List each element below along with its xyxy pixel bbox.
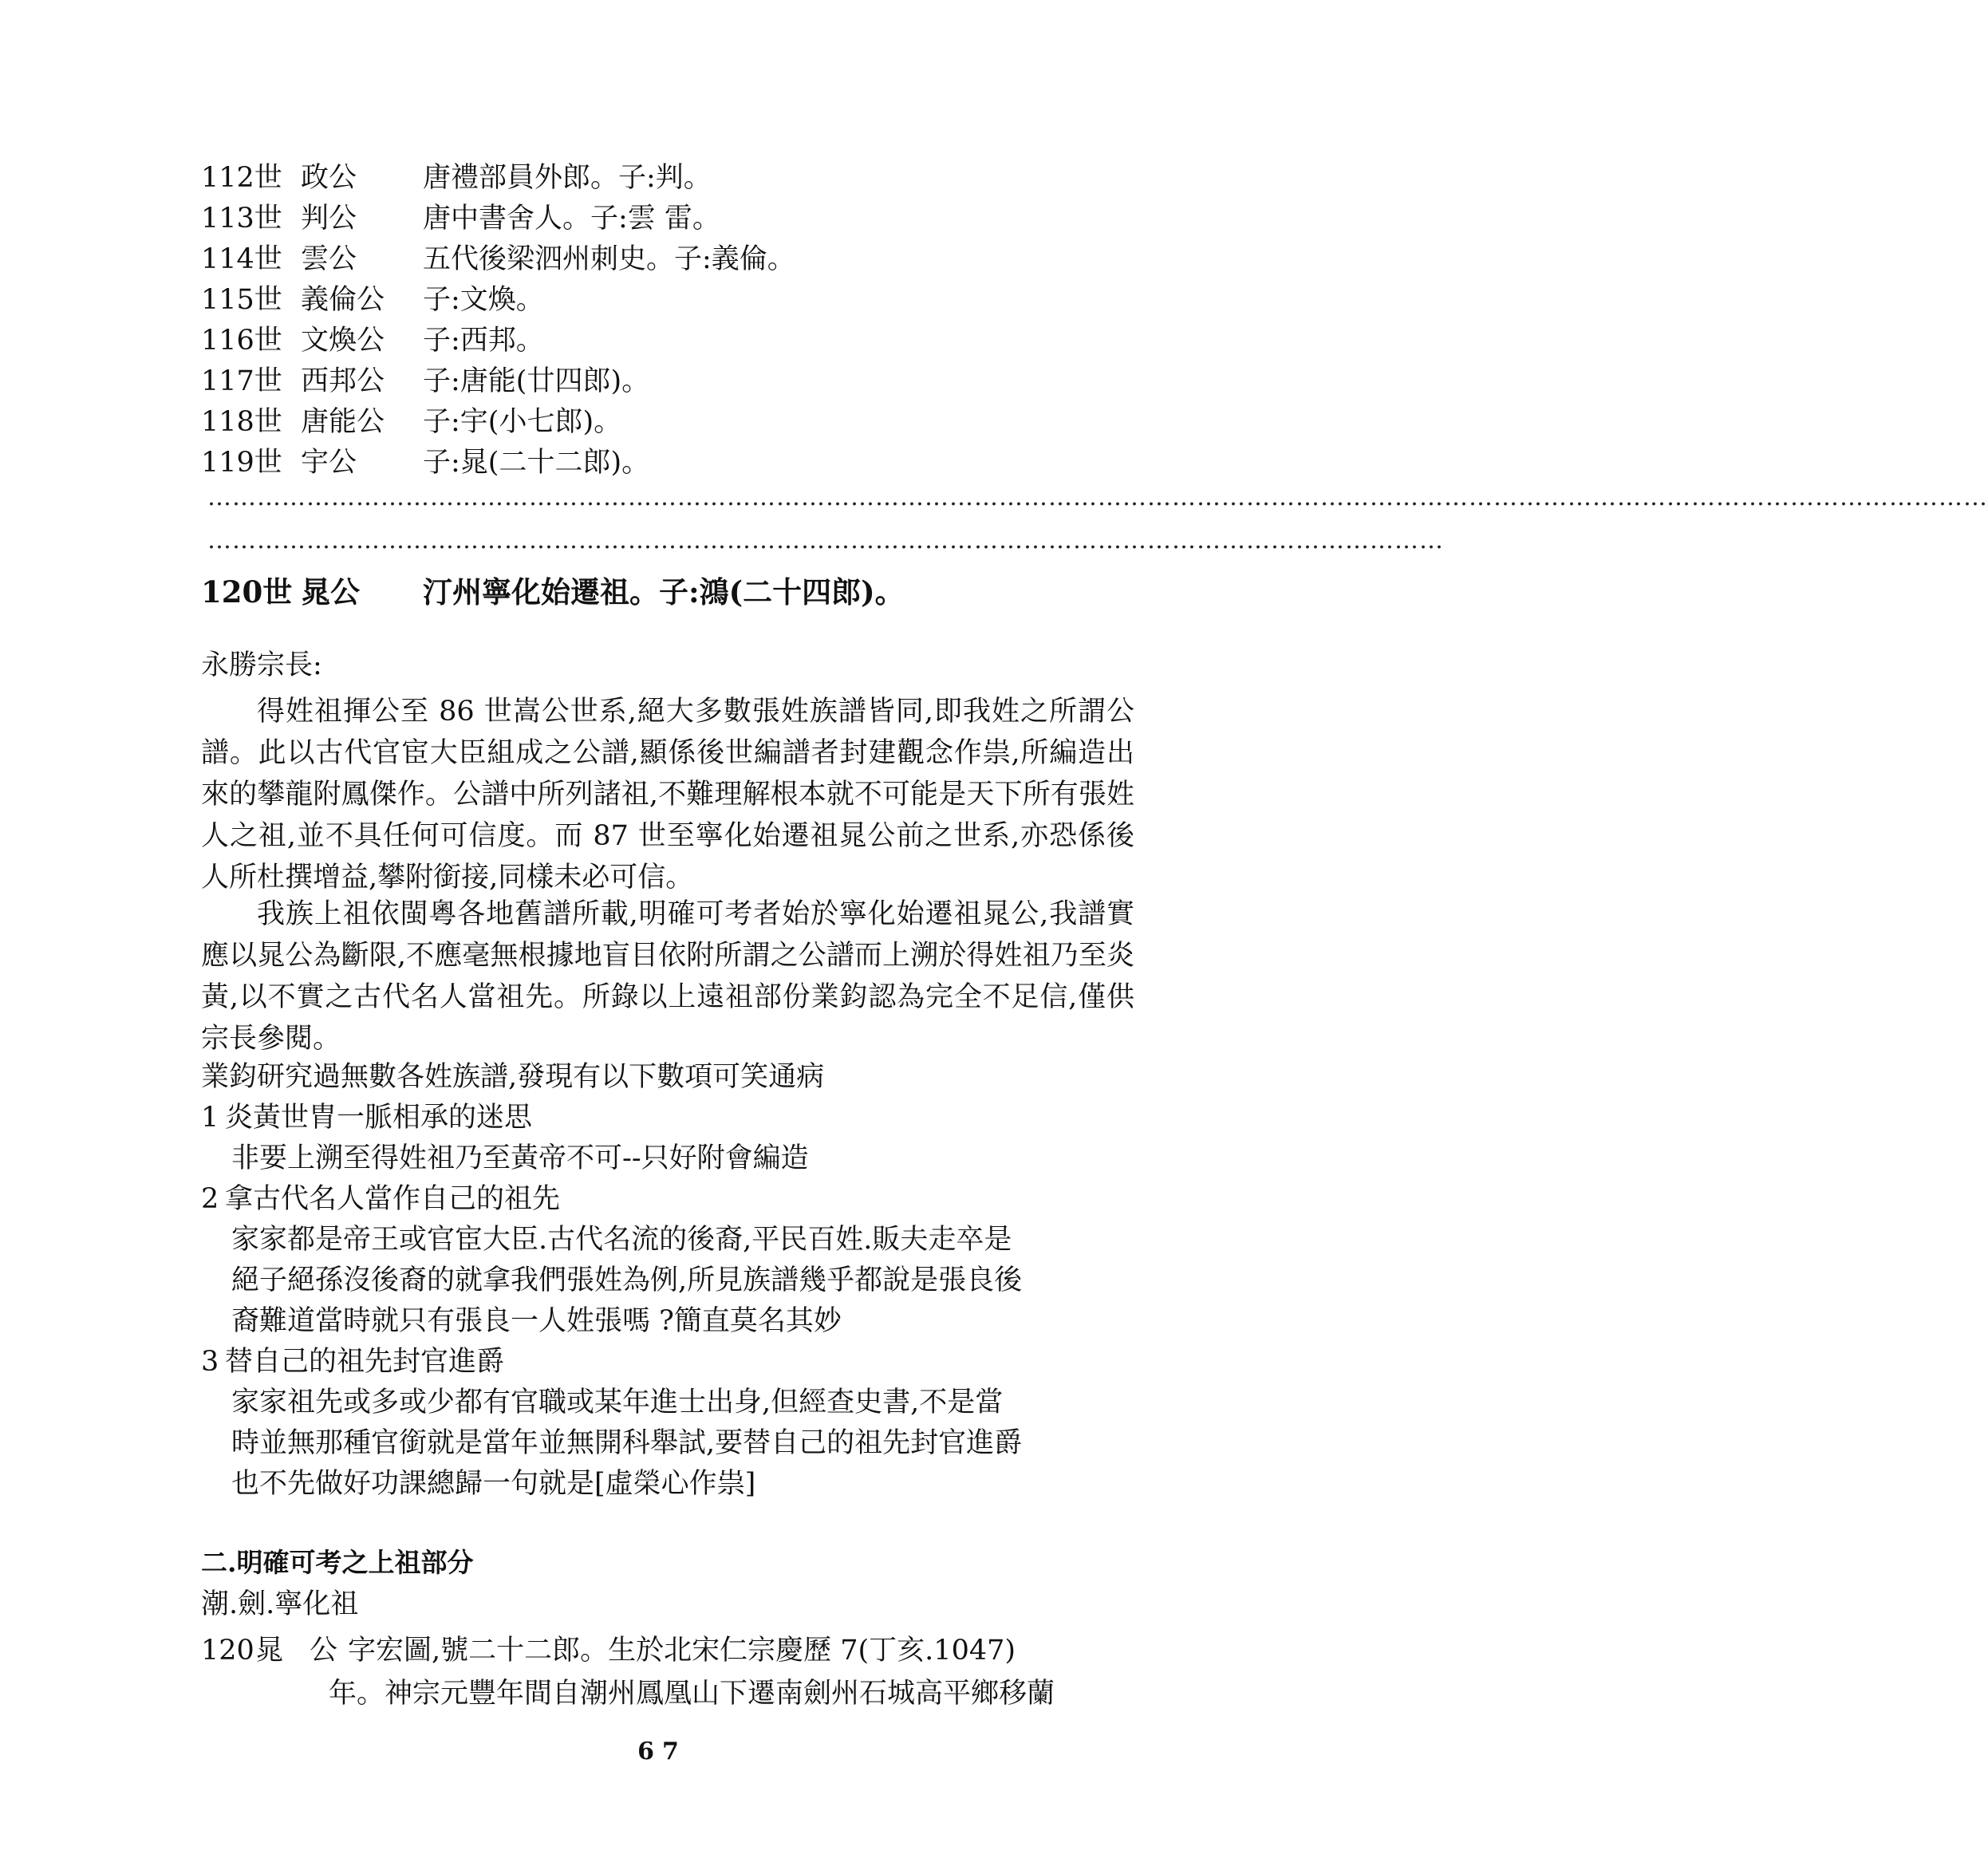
list-item-number: 1 <box>201 1102 219 1134</box>
list-item-title <box>201 1098 1134 1138</box>
ancestor-description: 五代後梁泗州刺史。子:義倫。 <box>423 243 795 275</box>
ancestor-name: 宇公 <box>301 447 357 479</box>
intro-line: 業鈞研究過無數各姓族譜,發現有以下數項可笑通病 <box>201 1061 825 1093</box>
ancestor-entry-continuation: 年。神宗元豐年間自潮州鳳凰山下遷南劍州石城高平鄉移蘭 <box>329 1678 1055 1710</box>
ancestor-description: 子:宇(小七郎)。 <box>423 406 622 438</box>
list-item-text: 裔難道當時就只有張良一人姓張嗎 ?簡直莫名其妙 <box>231 1305 842 1337</box>
ellipsis-divider: …………………………………………………………………………………………………………………………………… <box>207 527 1444 554</box>
page-number: 67 <box>637 1738 687 1765</box>
generation-number: 116世 <box>201 325 282 357</box>
list-item-heading: 拿古代名人當作自己的祖先 <box>225 1183 561 1215</box>
ancestor-description: 子:唐能(廿四郎)。 <box>423 365 650 397</box>
generation-number: 112世 <box>201 162 282 194</box>
generation-number: 119世 <box>201 447 282 479</box>
generation-number: 120 <box>201 1635 254 1667</box>
genealogy-list <box>201 158 795 483</box>
generation-number: 120世 <box>201 574 293 610</box>
ellipsis-divider: ……………………………………………………………………………………………………………………………………………………………………………………………… <box>207 483 1988 511</box>
ancestor-description: 子:西邦。 <box>423 325 544 357</box>
generation-number: 113世 <box>201 203 282 235</box>
genealogy-row <box>201 239 795 280</box>
genealogy-row <box>201 361 795 402</box>
ancestor-description: 唐中書舍人。子:雲 雷。 <box>423 203 720 235</box>
list-item-title <box>201 1179 1134 1220</box>
ancestor-name: 政公 <box>301 162 357 194</box>
genealogy-row <box>201 199 795 239</box>
ancestor-name: 唐能公 <box>301 406 385 438</box>
list-item-text: 絕子絕孫沒後裔的就拿我們張姓為例,所見族譜幾乎都說是張良後 <box>231 1264 1023 1296</box>
ancestor-description: 子:晁(二十二郎)。 <box>423 447 650 479</box>
ancestor-name: 晁 <box>255 1635 284 1667</box>
ancestor-description: 字宏圖,號二十二郎。生於北宋仁宗慶歷 7(丁亥.1047) <box>348 1635 1016 1667</box>
salutation: 永勝宗長: <box>201 649 322 681</box>
generation-number: 115世 <box>201 284 282 316</box>
ancestor-name: 西邦公 <box>301 365 385 397</box>
generation-number: 114世 <box>201 243 282 275</box>
ancestor-description: 汀州寧化始遷祖。子:鴻(二十四郎)。 <box>423 574 905 610</box>
list-item-heading: 替自己的祖先封官進爵 <box>225 1346 505 1378</box>
paragraph: 我族上祖依閩粵各地舊譜所載,明確可考者始於寧化始遷祖晁公,我譜實應以晁公為斷限,不應毫無根據地盲目依附所謂之公譜而上溯於得姓祖乃至炎黃,以不實之古代名人當祖先。所錄以上遠祖部份業鈞認為完全不足信,僅供宗長參閱。 <box>201 898 1134 1055</box>
ancestor-description: 子:文煥。 <box>423 284 544 316</box>
ancestor-name: 義倫公 <box>301 284 385 316</box>
ancestor-name: 雲公 <box>301 243 357 275</box>
list-item-text: 時並無那種官銜就是當年並無開科舉試,要替自己的祖先封官進爵 <box>231 1427 1023 1459</box>
ancestor-description: 唐禮部員外郎。子:判。 <box>423 162 712 194</box>
paragraph: 得姓祖揮公至 86 世嵩公世系,絕大多數張姓族譜皆同,即我姓之所謂公譜。此以古代官宦大臣組成之公譜,顯係後世編譜者封建觀念作祟,所編造出來的攀龍附鳳傑作。公譜中所列諸祖,不難理解根本就不可能是天下所有張姓人之祖,並不具任何可信度。而 87 世至寧化始遷祖晁公前之世系,亦恐係後人所杜撰增益,攀附銜接,同樣未必可信。 <box>201 696 1134 894</box>
list-item-text: 非要上溯至得姓祖乃至黃帝不可--只好附會編造 <box>231 1142 809 1174</box>
list-item-heading: 炎黃世胄一脈相承的迷思 <box>225 1102 533 1134</box>
section-subtitle: 潮.劍.寧化祖 <box>201 1588 359 1620</box>
genealogy-row-highlight <box>201 568 905 616</box>
genealogy-row <box>201 280 795 321</box>
ancestor-name: 晁公 <box>301 574 360 610</box>
list-item-text: 家家都是帝王或官宦大臣.古代名流的後裔,平民百姓.販夫走卒是 <box>231 1224 1012 1256</box>
genealogy-row <box>201 158 795 199</box>
genealogy-row <box>201 402 795 443</box>
genealogy-row <box>201 443 795 483</box>
generation-number: 118世 <box>201 406 282 438</box>
list-item-text: 家家祖先或多或少都有官職或某年進士出身,但經查史書,不是當 <box>231 1387 1004 1418</box>
list-item-number: 3 <box>201 1346 219 1378</box>
issues-list <box>201 1057 1134 1505</box>
ancestor-name: 判公 <box>301 203 357 235</box>
ancestor-name: 文煥公 <box>301 325 385 357</box>
generation-number: 117世 <box>201 365 282 397</box>
list-item-number: 2 <box>201 1183 219 1215</box>
list-item-text: 也不先做好功課總歸一句就是[虛榮心作祟] <box>231 1468 756 1500</box>
ancestor-title: 公 <box>310 1635 338 1667</box>
ancestor-entry <box>201 1630 1016 1671</box>
section-title: 二.明確可考之上祖部分 <box>201 1547 474 1578</box>
genealogy-row <box>201 321 795 361</box>
list-item-title <box>201 1342 1134 1383</box>
